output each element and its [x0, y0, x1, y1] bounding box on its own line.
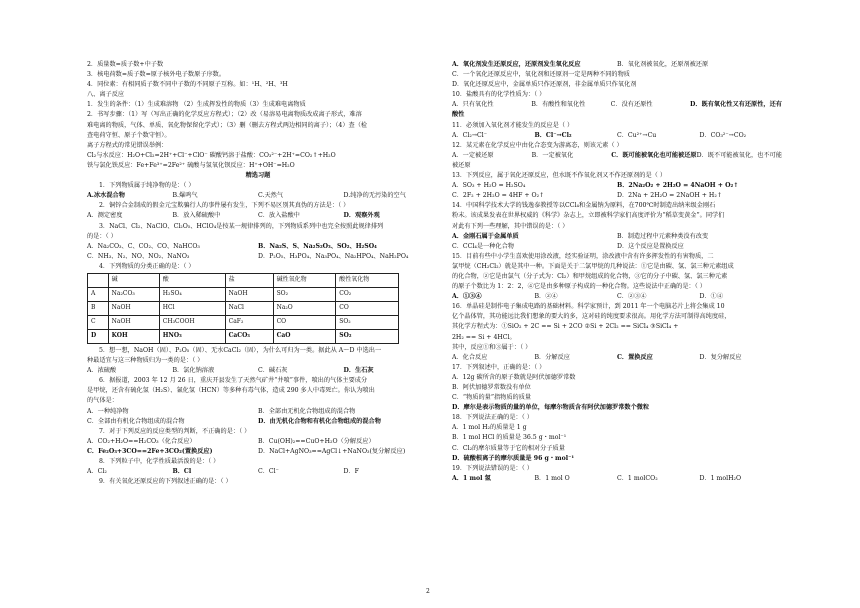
table-row: [88, 329, 399, 343]
classification-table: [87, 273, 399, 344]
right-column-text-block: [452, 60, 782, 484]
answer-options-row: [452, 353, 782, 363]
table-header-cell: 碱性氧化物: [273, 273, 336, 287]
answer-option: B．②④: [534, 293, 558, 301]
answer-option: B．Cu(OH)₂==CuO+H₂O（分解反应）: [258, 437, 375, 445]
table-cell: CH₃COOH: [159, 315, 225, 329]
answer-option: D．①④: [699, 293, 724, 301]
answer-option: D．复分解反应: [699, 353, 742, 361]
text-line: 4．同位素：有相同质子数不同中子数的不同原子互称。如：¹H、²H、³H: [87, 81, 288, 89]
answer-option: B．Cl: [172, 468, 192, 476]
answer-option: D.纯净的无污染的空气: [343, 192, 406, 200]
table-cell: CaF₂: [225, 315, 273, 329]
text-line: 1．发生的条件：（1）生成难溶物 （2）生成挥发性的物质（3）生成难电离物质: [87, 101, 306, 109]
answer-option: B.爆鸣气: [172, 192, 198, 200]
text-line: 是甲烷，还含有硫化氢（H₂S）、氰化氢（HCN）等多种有毒气体，造成 290 多人中毒死亡。你认为喷出: [87, 387, 375, 395]
text-line: 酸性: [452, 111, 465, 119]
text-line: 被还原: [452, 161, 471, 169]
answer-option: B．1 mol O: [534, 474, 570, 482]
answer-option: D．2Na + 2H₂O = 2NaOH + H₂↑: [617, 192, 722, 200]
left-column-text-block-2: [87, 346, 429, 487]
answer-options-row: [452, 474, 782, 484]
text-line: 7．对于下列反应的反应类型的判断，不正确的是：（ ）: [99, 427, 251, 435]
answer-option: C．②③④: [617, 293, 647, 301]
table-header-cell: 碱: [108, 273, 159, 287]
text-line: 对此有下列一些理解，其中错误的是：（ ）: [452, 222, 569, 230]
table-cell: KOH: [108, 329, 159, 343]
text-line: 氯甲烷（CH₂Cl₂）就是其中一种。下面是关于二氯甲烷的几种说法：①它是由碳、氢、氯三种元素组成: [452, 262, 734, 270]
text-line: A．1 mol H₂的质量是 1 g: [452, 424, 527, 432]
text-line: A．12g 碳所含的原子数就是阿伏加德罗常数: [452, 373, 576, 381]
answer-options-row: [87, 437, 429, 447]
answer-option: D．1 molH₂O: [699, 474, 742, 482]
answer-option: A．氧化剂发生还原反应，还原剂发生氧化反应: [452, 61, 581, 68]
text-line: 铁与氯化铁反应：Fe+Fe³⁺=2Fe²⁺ 硫酸与氢氧化钡反应：H⁺+OH⁻=H₂O: [87, 161, 295, 169]
text-line: Cl₂与水反应：H₂O+Cl₂=2H⁺+Cl⁻+ClO⁻ 碳酸钙溶于盐酸：CO₃²⁻+2H⁺=CO₂↑+H₂O: [87, 151, 336, 159]
text-line: 2．质量数=质子数+中子数: [87, 61, 164, 68]
answer-option: A．CO₂+H₂O==H₂CO₃（化合反应）: [87, 437, 196, 445]
answer-options-row: [452, 181, 782, 191]
answer-option: C．放入盐酸中: [258, 212, 300, 220]
answer-option: B．有酸性和氧化性: [531, 101, 586, 109]
answer-option: D．既不可能被氧化，也不可能: [696, 151, 782, 159]
text-line: 16．单晶硅是制作电子集成电路的基础材料。科学家预计，到 2011 年一个电脑芯片上将会集成 10: [452, 303, 725, 311]
text-line: B．阿伏加德罗常数没有单位: [452, 384, 531, 391]
answer-option: A．一定被还原: [452, 151, 494, 159]
table-cell: C: [88, 315, 109, 329]
answer-options-row: [87, 211, 429, 221]
answer-options-row: [452, 191, 782, 201]
answer-options-row: [87, 242, 429, 252]
answer-option: B．放入稀硫酸中: [172, 212, 221, 220]
text-line: B．1 mol HCl 的质量是 36.5 g・mol⁻¹: [452, 434, 567, 442]
answer-option: D．F: [343, 468, 359, 476]
text-line: 1．下列物质属于纯净物的是：（ ）: [99, 182, 195, 190]
answer-option: C．没有还原性: [610, 101, 653, 109]
text-line: 粉末。该成果发表在世界权威的《科学》杂志上，立即被科学家们高度评价为“稻草变黄金”。同学们: [452, 212, 725, 220]
text-line: D．氧化还原反应中，金属单质只作还原剂，非金属单质只作氧化剂: [452, 81, 637, 89]
text-line: 3．NaCl、Cl₂、NaClO、Cl₂O₅、HClO₄是按某一规律排列的，下列物质系列中也完全按照此规律排列: [99, 222, 384, 230]
answer-option: B．Cl⁻→Cl₂: [534, 131, 572, 139]
text-line: 14．中国科学技术大学的钱逸泰教授等以CCl₄和金属钠为原料，在700℃时制造出纳米级金刚石: [452, 202, 716, 210]
text-line: 11．必须加入氧化剂才能发生的反应是（ ）: [452, 121, 574, 129]
answer-options-row: [452, 60, 782, 70]
answer-option: C．Fe₂O₃+3CO==2Fe+3CO₂(置换反应): [87, 447, 213, 455]
answer-options-row: [452, 232, 782, 242]
text-line: 9．有关氧化还原反应的下列叙述正确的是：（ ）: [99, 478, 232, 486]
answer-option: C．1 molCO₂: [617, 474, 658, 482]
table-cell: CO: [336, 301, 399, 315]
text-line: 5．想一想，NaOH（固）、P₂O₅（固）、无水CaCl₂（固），为什么可归为一类。据此从 A～D 中选出一: [99, 346, 382, 354]
answer-option: C．2F₂ + 2H₂O = 4HF + O₂↑: [452, 192, 545, 200]
answer-options-row: [452, 131, 782, 141]
text-line: C．Cl₂的摩尔质量等于它的相对分子质量: [452, 444, 565, 452]
answer-option: C．既可能被氧化也可能被还原: [611, 151, 697, 159]
text-line: 12．某元素在化学反应中由化合态变为游离态，则该元素（ ）: [452, 141, 623, 149]
answer-option: A．浓硫酸: [87, 367, 117, 375]
text-line: 2H₂ == Si + 4HCl。: [452, 333, 516, 341]
text-line: 15．目前有些中小学生喜欢使用涂改液，经实验证明，涂改液中含有许多挥发性的有害物质，二: [452, 252, 714, 260]
table-cell: NaCl: [225, 301, 273, 315]
table-header-cell: [88, 273, 109, 287]
text-line: 19．下列说法错误的是：（ ）: [452, 464, 533, 472]
answer-option: B．分解反应: [534, 353, 570, 361]
table-cell: HCl: [159, 301, 225, 315]
answer-options-row: [452, 100, 782, 110]
text-line: 的是：（ ）: [87, 232, 117, 240]
answer-options-row: [87, 417, 429, 427]
text-line: 6．据报道，2003 年 12 月 26 日，重庆开县发生了天然气矿井“井喷”事件，喷出的气体主要成分: [99, 377, 368, 385]
answer-options-row: [87, 447, 429, 457]
text-line: 18．下列说法正确的是：（ ）: [452, 414, 533, 422]
text-line: 八、离子反应: [87, 91, 125, 99]
answer-option: A．只有氧化性: [452, 101, 494, 109]
answer-option: C．CCl₄是一种化合物: [452, 242, 514, 250]
answer-option: A．1 mol 氢: [452, 474, 491, 482]
answer-options-row: [452, 292, 782, 302]
text-line: 3．核电荷数=质子数=原子核外电子数原子序数。: [87, 71, 226, 79]
text-line: 其中，反应①和③属于：（ ）: [452, 343, 532, 351]
table-header-cell: 酸性氧化物: [336, 273, 399, 287]
table-row: [88, 301, 399, 315]
text-line: 的原子个数比为 1：2：2，④它是由多种原子构成的一种化合物。这些说法中正确的是：（ ）: [452, 283, 706, 291]
answer-option: B．氯化钠溶液: [172, 367, 215, 375]
text-line: 查电荷守恒、原子个数守恒）。: [87, 131, 171, 139]
answer-option: B．全部由无机化合物组成的混合物: [258, 407, 356, 415]
answer-option: A．Cl₂→Cl⁻: [452, 131, 488, 139]
answer-options-row: [87, 366, 429, 376]
table-cell: SO₂: [336, 315, 399, 329]
text-line: 2．书写步骤：（1）写（写出正确的化学反应方程式）；（2）改（易溶易电离物质改成离子形式，难溶: [87, 111, 362, 119]
table-row: [88, 315, 399, 329]
answer-options-row: [87, 252, 429, 262]
answer-option: D．既有氧化性又有还原性，还有: [689, 101, 782, 109]
table-cell: A: [88, 287, 109, 301]
answer-option: C．Cl⁻: [258, 468, 279, 476]
text-line: 亿个晶体管，其功能远比我们想象的要大的多，这对硅的纯度要求很高。用化学方法可制得高纯度硅，: [452, 313, 731, 321]
answer-option: C．Cu²⁺→Cu: [617, 131, 657, 139]
text-line: 种最适宜与这三种物质归为一类的是：（ ）: [87, 357, 204, 365]
answer-option: C.天然气: [258, 192, 284, 200]
left-column: [87, 60, 429, 487]
answer-option: A．Na₂CO₃、C、CO₂、CO、NaHCO₃: [87, 242, 200, 250]
table-cell: CO₂: [336, 287, 399, 301]
table-cell: SO₂: [336, 329, 399, 343]
answer-option: A．测定密度: [87, 212, 123, 220]
answer-option: D．CO₃²⁻→CO₂: [699, 131, 747, 139]
text-line: C．“物质的量”指物质的质量: [452, 394, 532, 402]
answer-option: B．氧化剂被氧化，还原剂被还原: [617, 61, 709, 68]
answer-option: C．碱石灰: [258, 367, 288, 375]
answer-option: A．金刚石属于金属单质: [452, 232, 519, 240]
table-cell: Na₂CO₃: [108, 287, 159, 301]
table-cell: NaOH: [108, 315, 159, 329]
answer-option: D．观察外观: [343, 212, 380, 220]
table-cell: CaO: [273, 329, 336, 343]
table-row: [88, 287, 399, 301]
text-line: 4．下列物质的分类正确的是：（ ）: [99, 262, 195, 270]
table-cell: D: [88, 329, 109, 343]
answer-options-row: [87, 191, 429, 201]
table-cell: CaCO₃: [225, 329, 273, 343]
table-cell: NaOH: [108, 301, 159, 315]
answer-option: D．由无机化合物和有机化合物组成的混合物: [258, 417, 381, 425]
answer-option: D．生石灰: [343, 367, 374, 375]
text-line: D．硫酸根离子的摩尔质量是 96 g・mol⁻¹: [452, 454, 575, 462]
left-column-text-block-1: [87, 60, 429, 272]
table-cell: CO: [273, 315, 336, 329]
table-cell: B: [88, 301, 109, 315]
text-line: 8．下列粒子中，化学性质最活泼的是：（ ）: [99, 458, 220, 465]
right-column: [452, 60, 782, 484]
answer-option: C．全部由有机化合物组成的混合物: [87, 417, 185, 425]
text-line: 离子方程式的常见错误举例：: [87, 141, 168, 149]
answer-options-row: [87, 407, 429, 417]
text-line: 的化合物，②它是由氯气（分子式为：Cl₂）和甲烷组成的化合物，③它的分子中碳、氢、氯三种元素: [452, 272, 728, 280]
table-cell: Na₂O: [273, 301, 336, 315]
answer-option: A．化合反应: [452, 353, 488, 361]
answer-option: C．置换反应: [617, 353, 653, 361]
table-header-row: [88, 273, 399, 287]
text-line: 13．下列反应，属于氧化还原反应，但水既不作氧化剂又不作还原剂的是（ ）: [452, 172, 667, 180]
answer-option: B．一定被氧化: [531, 151, 574, 159]
table-cell: H₂SO₄: [159, 287, 225, 301]
page-number: 2: [426, 588, 430, 595]
text-line: 2．铜锌合金制成的假金元宝欺骗行人的事件屡有发生，下列不易区别其真伪的方法是：（ ）: [99, 202, 350, 210]
answer-option: A．一种纯净物: [87, 407, 129, 415]
answer-option: D．NaCl+AgNO₃==AgCl↓+NaNO₃(复分解反应): [258, 447, 406, 455]
answer-option: B．Na₂S、S、Na₂S₂O₃、SO₂、H₂SO₄: [258, 242, 377, 250]
text-line: C．一个氧化还原反应中，氧化剂和还原剂一定是两种不同的物质: [452, 71, 630, 79]
answer-option: A．①③④: [452, 293, 482, 301]
answer-option: D．这个反应是置换反应: [617, 242, 684, 250]
answer-option: A．Cl₂: [87, 468, 107, 476]
answer-option: C．NH₃、N₂、NO、NO₂、NaNO₃: [87, 252, 190, 260]
answer-options-row: [452, 151, 782, 161]
text-line: 10．盐酸具有的化学性质为：（ ）: [452, 91, 546, 99]
text-line: 难电离的物质，气体、单质、氧化物保留化学式）；（3）删（删去方程式两边相同的离子）；（4）查（检: [87, 121, 368, 129]
table-header-cell: 盐: [225, 273, 273, 287]
answer-option: D．P₂O₅、H₃PO₄、Na₃PO₄、Na₂HPO₄、NaH₂PO₄: [258, 252, 409, 260]
answer-options-row: [452, 242, 782, 252]
answer-option: A．SO₃ + H₂O = H₂SO₄: [452, 182, 526, 190]
table-cell: NaOH: [225, 287, 273, 301]
table-cell: SO₂: [273, 287, 336, 301]
table-cell: HNO₃: [159, 329, 225, 343]
text-line: 的气体是：: [87, 397, 118, 405]
answer-option: B．制造过程中元素种类没有改变: [617, 232, 709, 240]
answer-option: B．2Na₂O₂ + 2H₂O = 4NaOH + O₂↑: [617, 182, 739, 190]
text-line: 17．下列叙述中，正确的是：（ ）: [452, 363, 546, 371]
answer-option: A.冰水混合物: [87, 192, 125, 200]
section-heading: 精选习题: [245, 172, 271, 180]
text-line: D．摩尔是表示物质的量的单位，每摩尔物质含有阿伏加德罗常数个微粒: [452, 404, 650, 412]
answer-options-row: [87, 467, 429, 477]
table-header-cell: 酸: [159, 273, 225, 287]
text-line: 其化学方程式为：①SiO₂ + 2C == Si + 2CO ②Si + 2Cl₂ == SiCl₄ ③SiCl₄ +: [452, 323, 679, 331]
